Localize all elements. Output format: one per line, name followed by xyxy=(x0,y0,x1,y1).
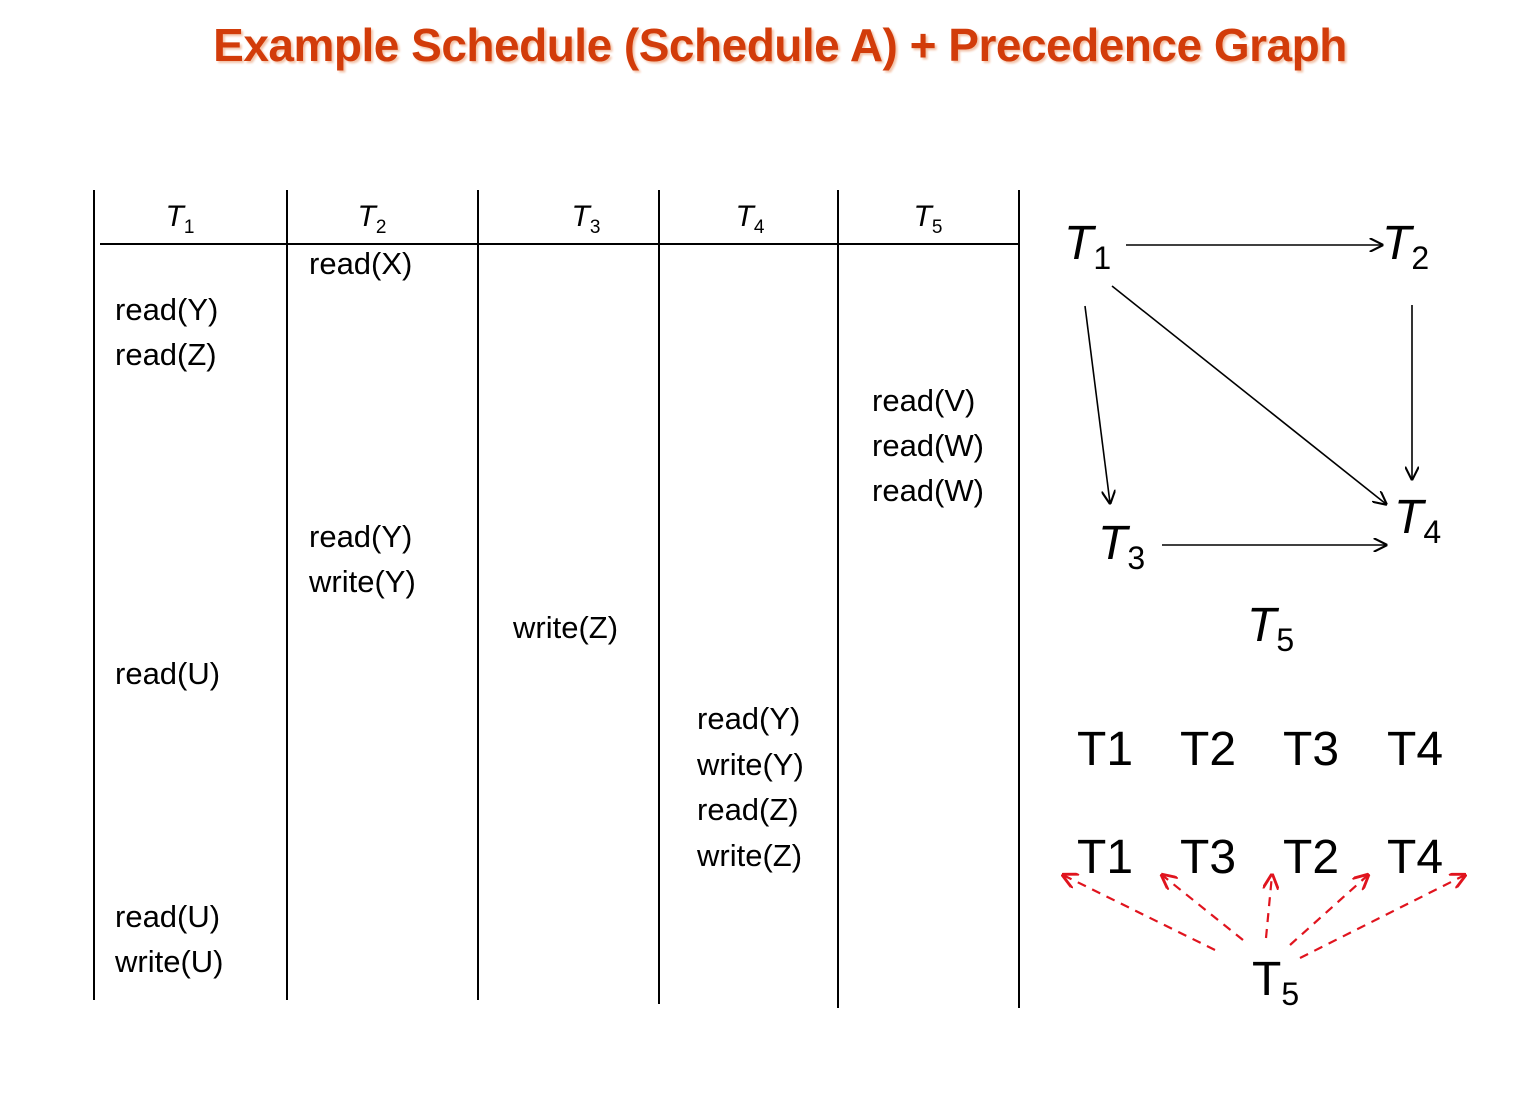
order-item: T3 xyxy=(1180,831,1237,884)
operation: write(U) xyxy=(115,944,224,979)
order-item: T3 xyxy=(1283,723,1340,776)
graph-node-t2: $T_2$ xyxy=(1382,217,1430,276)
column-header-t3: $T_3$ xyxy=(571,200,601,238)
edge-t1-t4 xyxy=(1112,286,1386,504)
operation: read(Z) xyxy=(697,792,799,827)
operation: read(Z) xyxy=(115,337,217,372)
insert-arrow xyxy=(1300,875,1465,958)
operation: read(Y) xyxy=(115,292,219,327)
edge-t1-t3 xyxy=(1085,306,1110,503)
operation: write(Y) xyxy=(309,564,416,599)
operation: write(Z) xyxy=(697,838,803,873)
graph-node-t3: $T_3$ xyxy=(1098,517,1146,576)
graph-node-t4: $T_4$ xyxy=(1394,491,1442,550)
insert-arrow xyxy=(1063,875,1215,950)
operation: read(W) xyxy=(872,428,984,463)
column-header-t5: $T_5$ xyxy=(913,200,943,238)
page-title: Example Schedule (Schedule A) + Precedence Graph xyxy=(213,19,1347,71)
operation: read(U) xyxy=(115,899,221,934)
insert-arrow xyxy=(1266,875,1272,938)
order-item: T1 xyxy=(1077,831,1134,884)
operation: read(X) xyxy=(309,246,413,281)
operation: read(Y) xyxy=(309,519,413,554)
t5-insert-label: $T_5$ xyxy=(1252,953,1300,1012)
order-item: T2 xyxy=(1180,723,1237,776)
operation: read(U) xyxy=(115,656,221,691)
column-header-t1: $T_1$ xyxy=(165,200,195,238)
operation: read(Y) xyxy=(697,701,801,736)
operation: write(Y) xyxy=(697,747,804,782)
order-item: T4 xyxy=(1387,831,1444,884)
insert-arrow xyxy=(1162,875,1243,940)
order-item: T4 xyxy=(1387,723,1444,776)
order-item: T2 xyxy=(1283,831,1340,884)
graph-node-t1: $T_1$ xyxy=(1064,217,1112,276)
column-header-t4: $T_4$ xyxy=(735,200,765,238)
operation: write(Z) xyxy=(513,610,619,645)
operation: read(W) xyxy=(872,473,984,508)
insert-arrow xyxy=(1290,875,1368,945)
column-header-t2: $T_2$ xyxy=(357,200,387,238)
graph-node-t5: $T_5$ xyxy=(1247,599,1295,658)
order-item: T1 xyxy=(1077,723,1134,776)
operation: read(V) xyxy=(872,383,976,418)
